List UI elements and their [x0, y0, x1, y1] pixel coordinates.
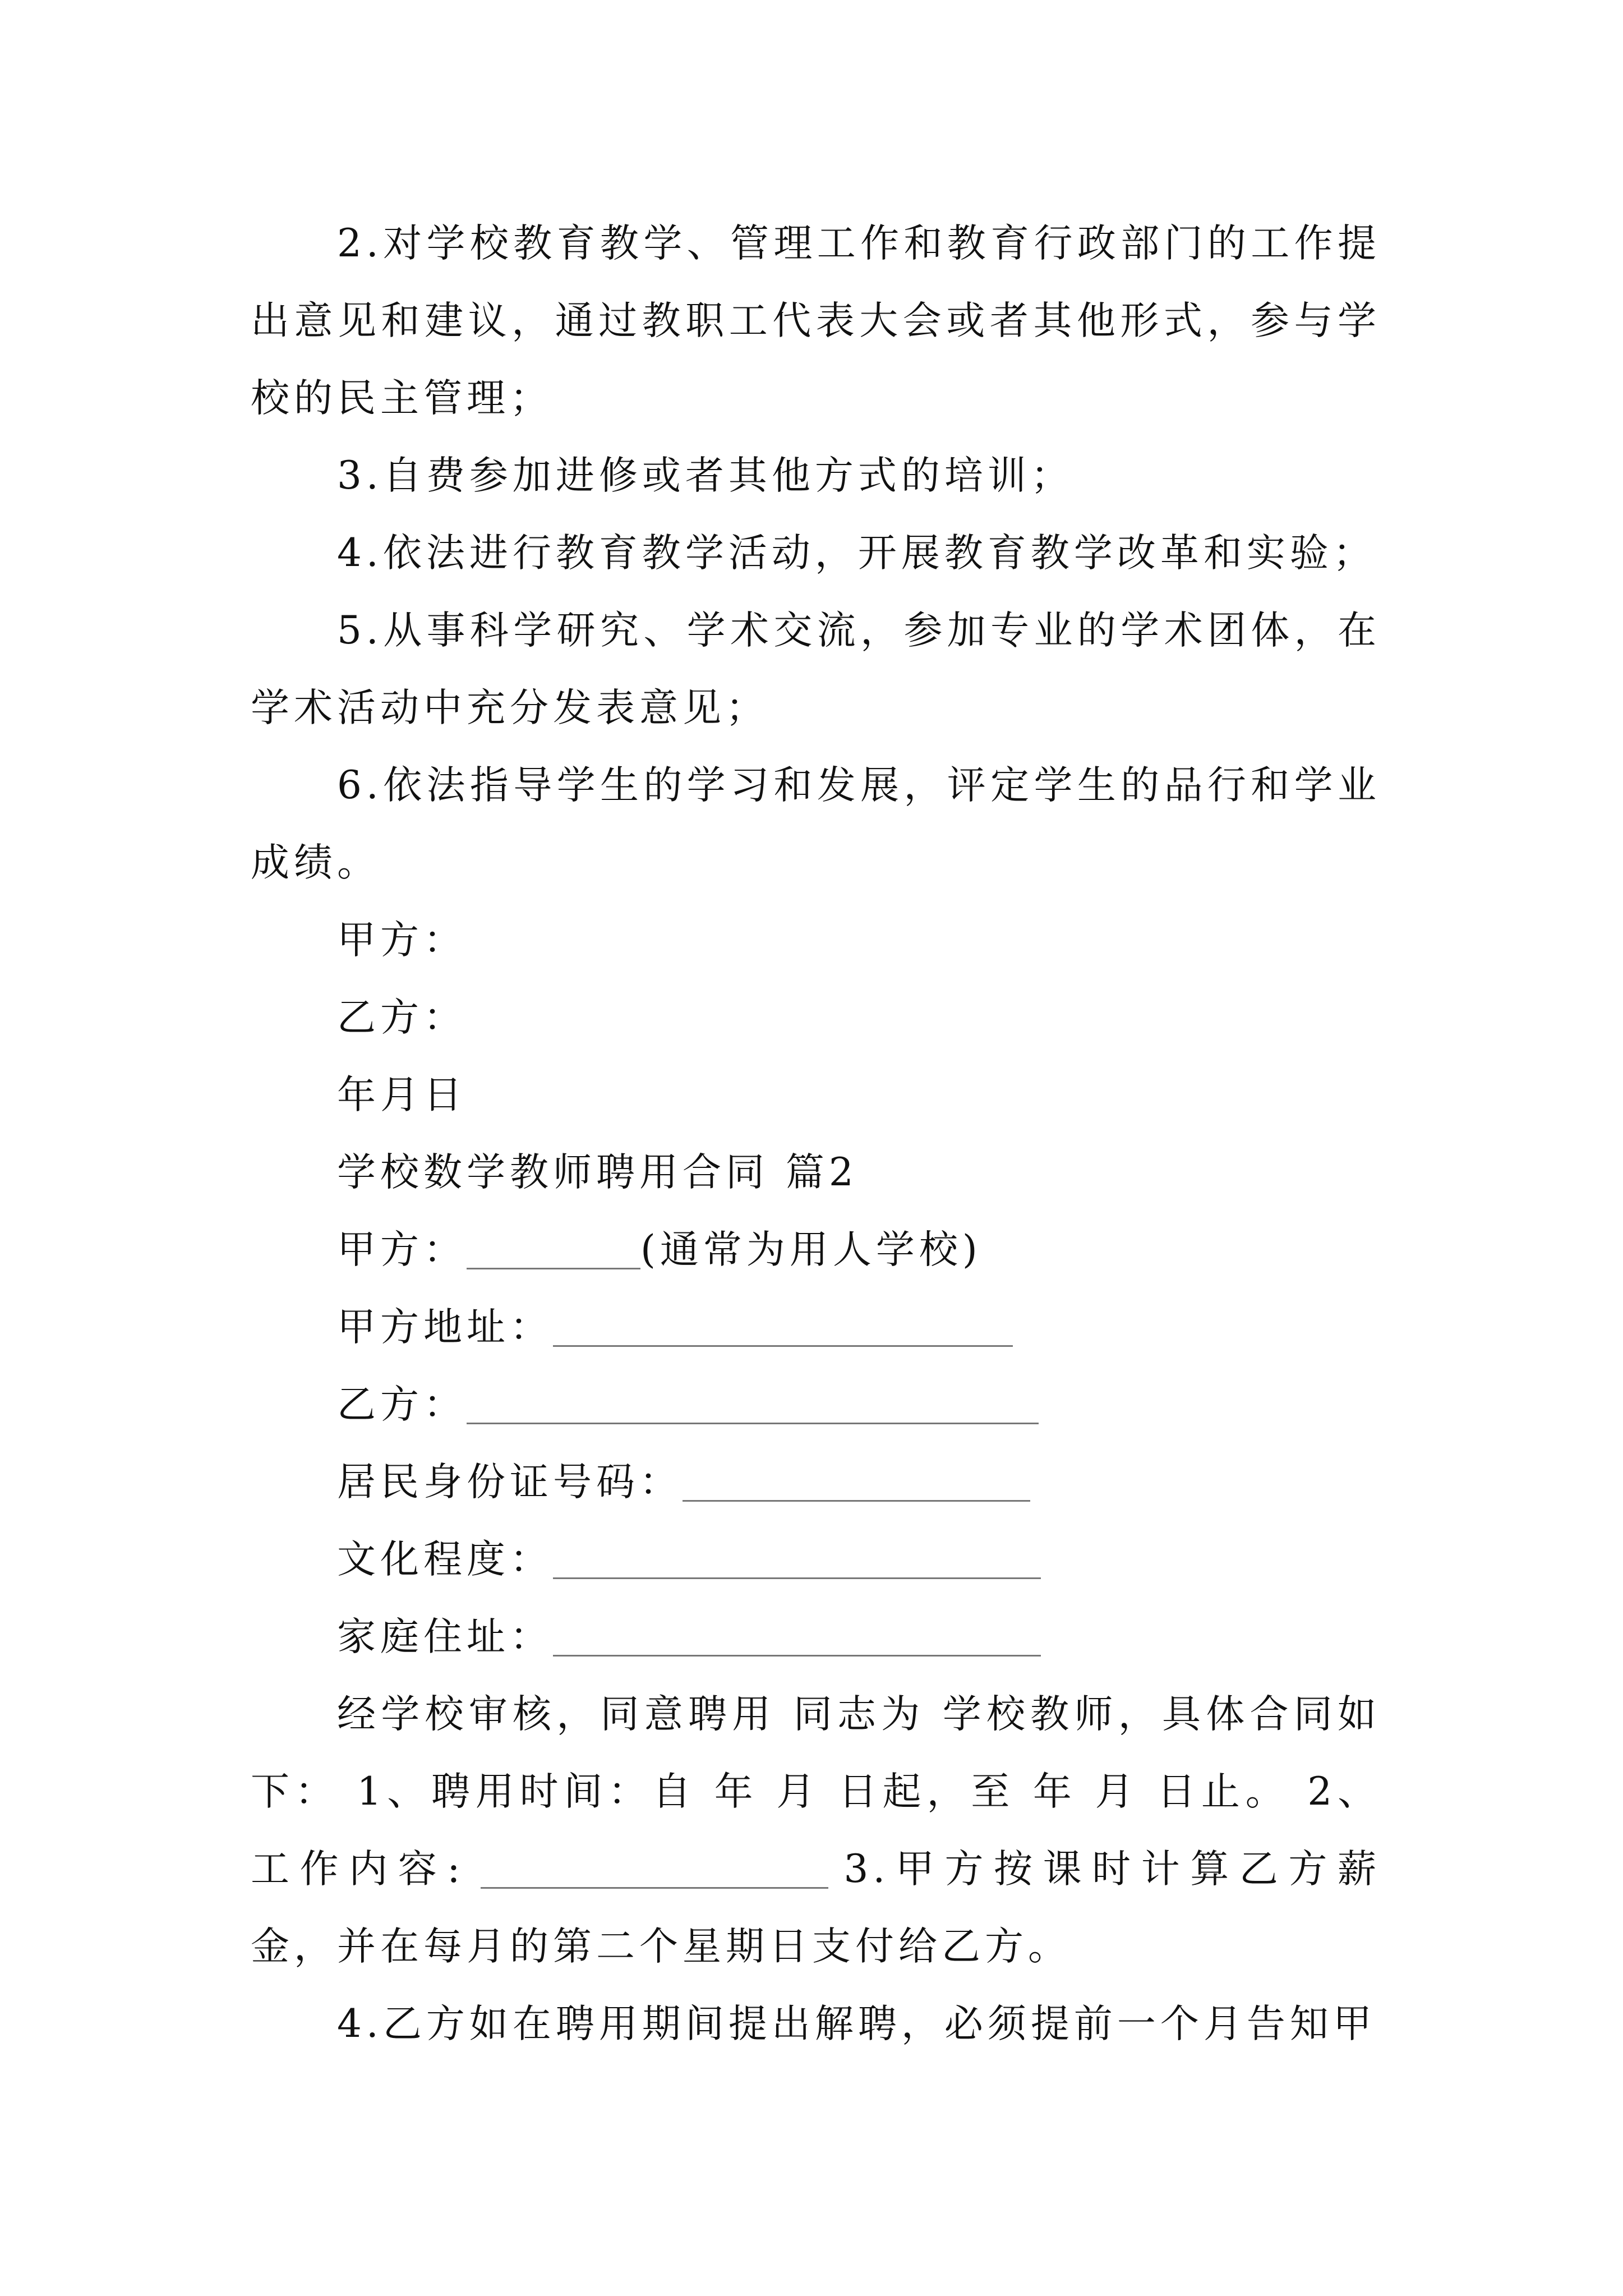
party-a-row [251, 1211, 1381, 1289]
home-address-blank [553, 1621, 1041, 1657]
id-number-row [251, 1443, 1381, 1521]
contract-intro-paragraph [251, 1676, 1381, 1985]
party-a-label: 甲方： [337, 1227, 467, 1272]
work-content-blank [481, 1853, 828, 1889]
education-blank [553, 1544, 1041, 1579]
education-row [251, 1521, 1381, 1598]
signature-party-a: 甲方： [337, 918, 467, 963]
paragraph-right-2: 2.对学校教育教学、管理工作和教育行政部门的工作提出意见和建议，通过教职工代表大会或者其他形式，参与学校的民主管理； [251, 221, 1381, 421]
education-label: 文化程度： [337, 1537, 553, 1582]
party-b-label: 乙方： [337, 1382, 467, 1427]
paragraph-right-5: 5.从事科学研究、学术交流，参加专业的学术团体，在学术活动中充分发表意见； [251, 608, 1381, 730]
party-b-blank [467, 1389, 1039, 1424]
party-a-address-label: 甲方地址： [337, 1305, 553, 1350]
party-a-address-row [251, 1289, 1381, 1366]
document-body [251, 205, 1381, 2063]
home-address-label: 家庭住址： [337, 1614, 553, 1659]
party-b-row [251, 1366, 1381, 1443]
id-number-label: 居民身份证号码： [337, 1460, 683, 1504]
paragraph-right-6: 6.依法指导学生的学习和发展，评定学生的品行和学业成绩。 [251, 763, 1381, 885]
salary-clause-text: 3.甲方按课时计算乙方薪金，并在每月的第二个星期日支付给乙方。 [251, 1847, 1381, 1969]
party-a-note: (通常为用人学校) [640, 1227, 982, 1272]
id-number-blank [683, 1466, 1030, 1502]
signature-date: 年月日 [337, 1073, 467, 1117]
signature-party-b: 乙方： [337, 995, 467, 1040]
contract-intro-text: 经学校审核，同意聘用 同志为 学校教师，具体合同如下： 1、聘用时间：自 年 月 日起，至 年 月 日止。 2、工作内容: [251, 1692, 1381, 1892]
home-address-row [251, 1598, 1381, 1676]
party-a-address-blank [553, 1312, 1013, 1347]
party-a-blank [467, 1234, 640, 1269]
clause-4-paragraph: 4.乙方如在聘用期间提出解聘，必须提前一个月告知甲 [337, 2001, 1376, 2046]
paragraph-right-4: 4.依法进行教育教学活动，开展教育教学改革和实验； [337, 531, 1376, 576]
section-heading: 学校数学教师聘用合同 篇2 [337, 1150, 858, 1195]
paragraph-right-3: 3.自费参加进修或者其他方式的培训； [337, 453, 1074, 498]
